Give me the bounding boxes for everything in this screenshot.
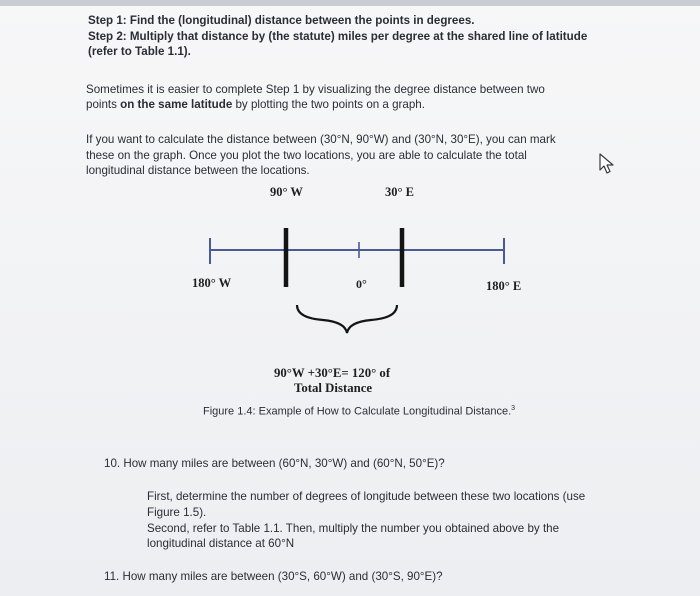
- intro-line-2-bold: on the same latitude: [120, 98, 233, 111]
- intro-line-2-end: by plotting the two points on a graph.: [232, 98, 425, 111]
- figure-caption-sup: 3: [511, 405, 516, 412]
- step-2-ref-text: (refer to Table 1.1).: [88, 45, 191, 58]
- step-2-text: Step 2: Multiply that distance by (the statute) miles per degree at the shared line of latitude: [88, 30, 588, 43]
- result-line-1: 90°W +30°E= 120° of: [274, 366, 391, 380]
- q10-line-4: longitudinal distance at 60°N: [147, 537, 295, 550]
- q10-line-2: Figure 1.5).: [147, 506, 207, 519]
- figure-caption-text: Figure 1.4: Example of How to Calculate Longitudinal Distance.: [203, 405, 512, 418]
- q10-line-3: Second, refer to Table 1.1. Then, multiply the number you obtained above by the: [147, 522, 560, 535]
- question-11: 11. How many miles are between (30°S, 60°W) and (30°S, 90°E)?: [104, 570, 443, 583]
- distance-brace: [297, 305, 397, 333]
- label-90w: 90° W: [270, 185, 303, 199]
- q10-line-1: First, determine the number of degrees of longitude between these two locations (use: [147, 490, 586, 503]
- label-180e: 180° E: [486, 279, 522, 293]
- example-line-1: If you want to calculate the distance between (30°N, 90°W) and (30°N, 30°E), you can mark: [86, 133, 556, 146]
- example-line-3: longitudinal distance between the locations.: [86, 164, 310, 177]
- intro-line-1: Sometimes it is easier to complete Step 1 by visualizing the degree distance between two: [86, 83, 545, 96]
- label-0: 0°: [356, 277, 367, 291]
- figure-caption: [203, 401, 515, 420]
- label-30e: 30° E: [385, 185, 414, 199]
- result-line-2: Total Distance: [294, 381, 373, 395]
- question-10: 10. How many miles are between (60°N, 30°W) and (60°N, 50°E)?: [104, 457, 445, 470]
- step-1-text: Step 1: Find the (longitudinal) distance between the points in degrees.: [88, 14, 475, 27]
- label-180w: 180° W: [192, 276, 232, 290]
- example-line-2: these on the graph. Once you plot the two locations, you are able to calculate the total: [86, 149, 527, 162]
- intro-line-2-start: points: [86, 98, 121, 111]
